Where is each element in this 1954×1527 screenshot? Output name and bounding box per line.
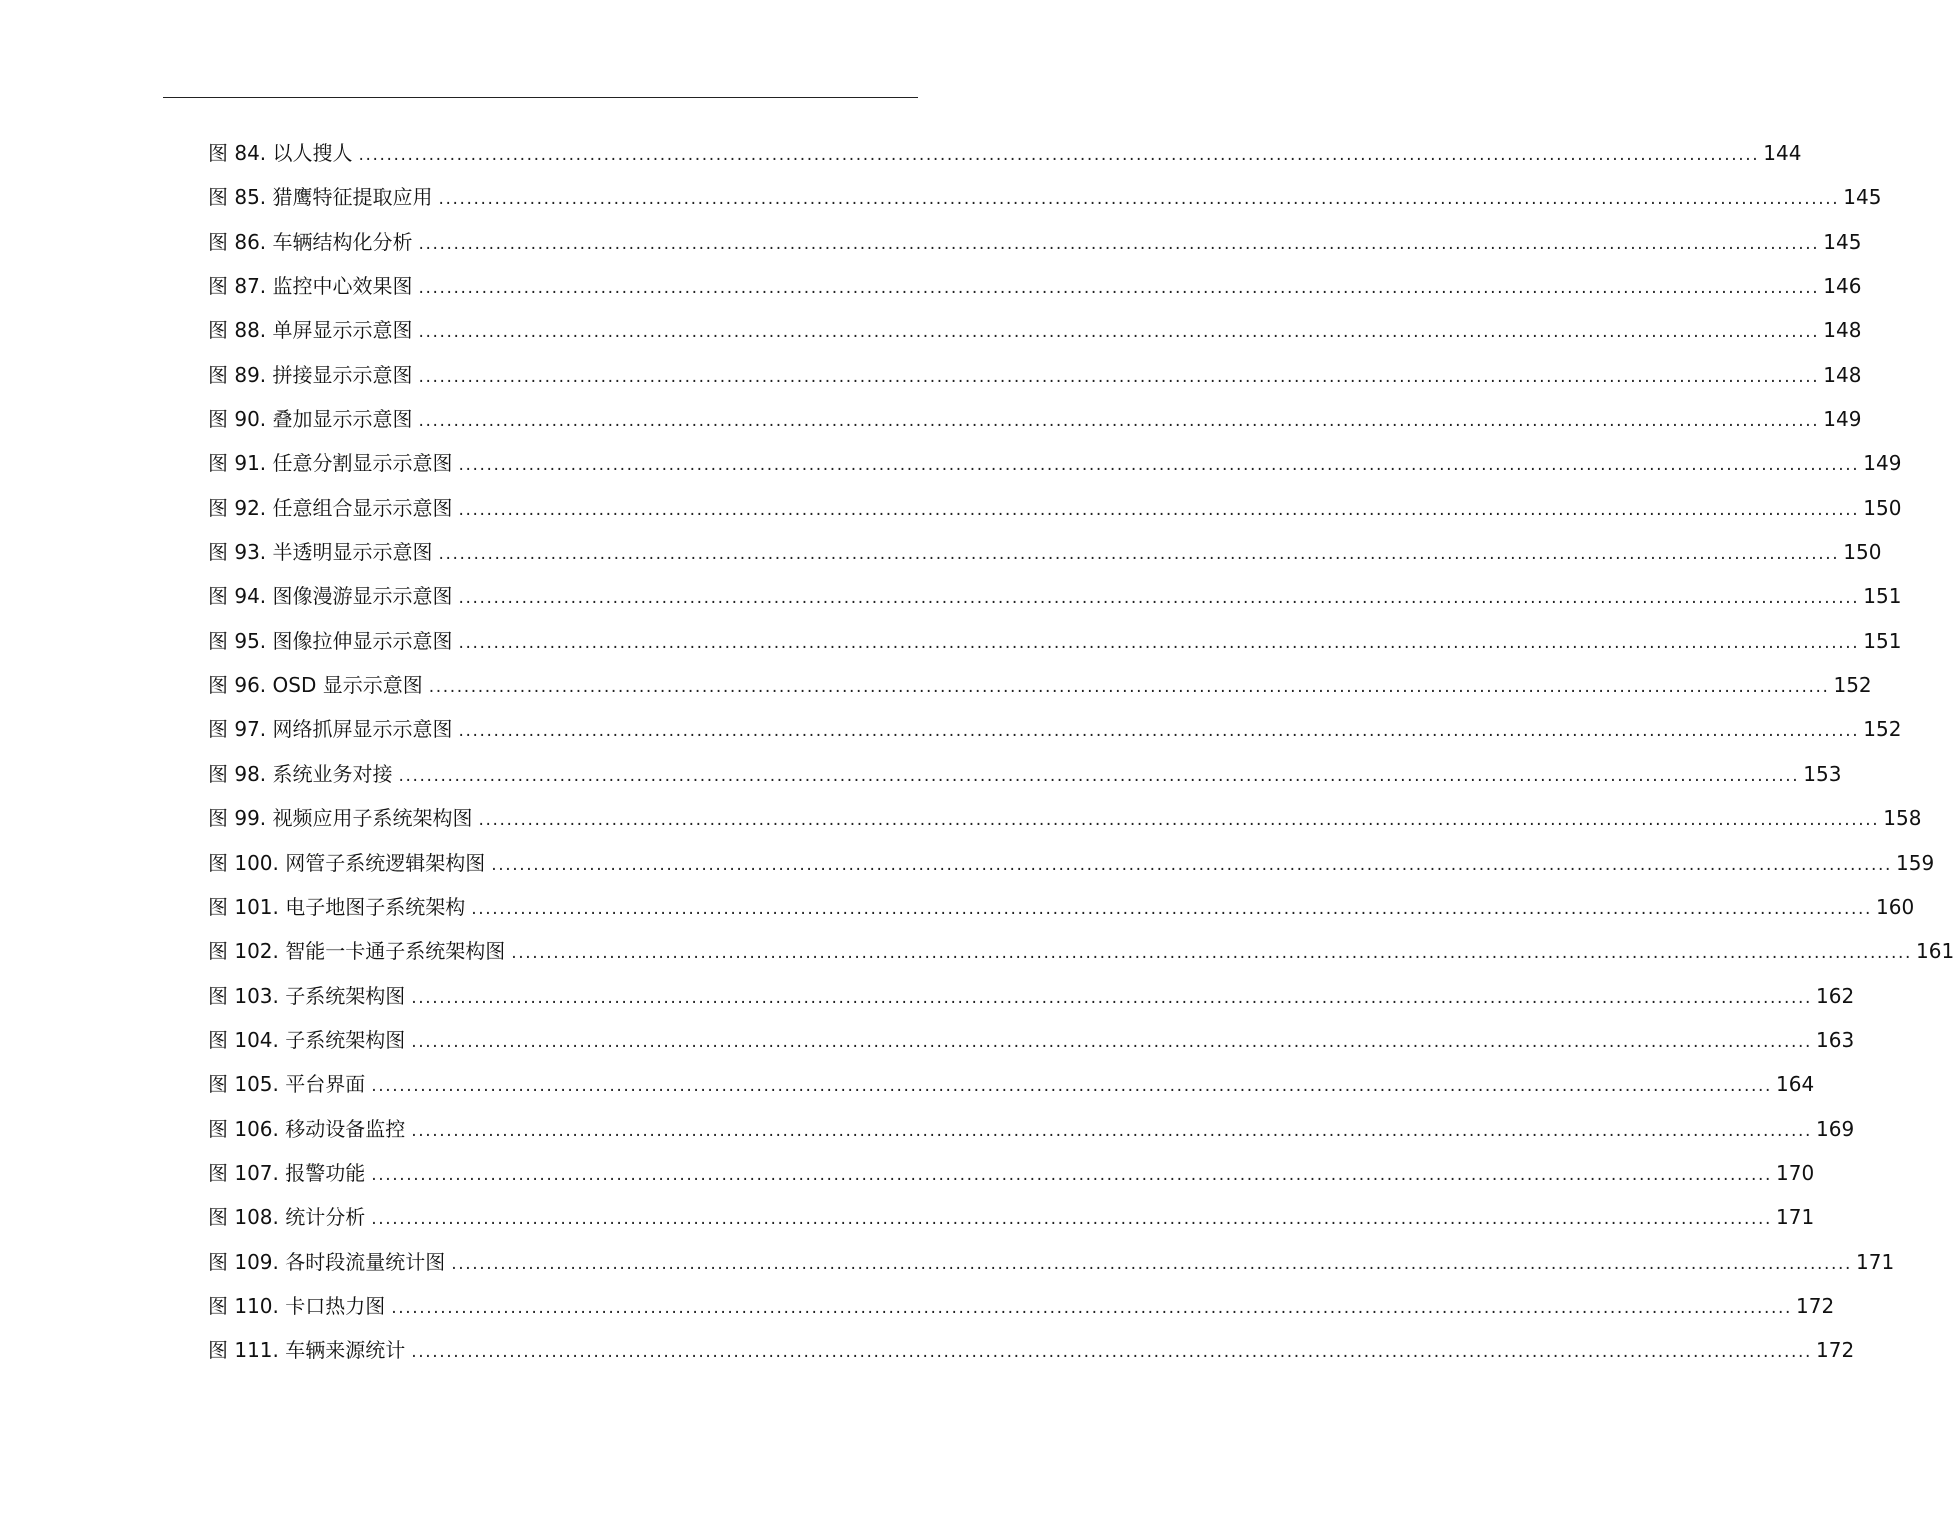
- toc-entry-page-number: 159: [1896, 850, 1935, 875]
- toc-entry-page-number: 149: [1823, 407, 1862, 432]
- toc-dot-leader: ........................................................................................................................................................................................................: [458, 499, 1860, 520]
- toc-entry-label: 图 95. 图像拉伸显示示意图: [208, 628, 453, 653]
- toc-entry-page-number: 148: [1823, 318, 1862, 343]
- toc-dot-leader: ........................................................................................................................................................................................................: [451, 1253, 1853, 1274]
- table-of-figures: [208, 131, 1954, 1373]
- toc-entry[interactable]: [208, 1240, 1895, 1284]
- toc-entry-page-number: 145: [1823, 229, 1862, 254]
- toc-entry[interactable]: [208, 175, 1882, 219]
- toc-entry-page-number: 150: [1843, 540, 1882, 565]
- toc-dot-leader: ........................................................................................................................................................................................................: [418, 411, 1820, 432]
- toc-entry[interactable]: [208, 1151, 1815, 1195]
- toc-entry-page-number: 148: [1823, 362, 1862, 387]
- toc-entry-page-number: 149: [1863, 451, 1902, 476]
- toc-entry-label: 图 96. OSD 显示示意图: [208, 673, 423, 698]
- toc-dot-leader: ........................................................................................................................................................................................................: [371, 1209, 1773, 1230]
- toc-entry[interactable]: [208, 397, 1862, 441]
- toc-entry[interactable]: [208, 885, 1915, 929]
- toc-entry[interactable]: [208, 841, 1935, 885]
- toc-entry-page-number: 170: [1776, 1160, 1815, 1185]
- toc-entry-label: 图 93. 半透明显示示意图: [208, 540, 433, 565]
- toc-entry-page-number: 172: [1816, 1338, 1855, 1363]
- toc-entry-label: 图 87. 监控中心效果图: [208, 274, 413, 299]
- toc-entry[interactable]: [208, 1284, 1835, 1328]
- toc-entry-label: 图 97. 网络抓屏显示示意图: [208, 717, 453, 742]
- toc-entry-label: 图 85. 猎鹰特征提取应用: [208, 185, 433, 210]
- toc-entry-page-number: 152: [1863, 717, 1902, 742]
- toc-entry[interactable]: [208, 1062, 1815, 1106]
- toc-entry[interactable]: [208, 530, 1882, 574]
- toc-entry[interactable]: [208, 264, 1862, 308]
- toc-entry-label: 图 88. 单屏显示示意图: [208, 318, 413, 343]
- toc-dot-leader: ........................................................................................................................................................................................................: [411, 1342, 1813, 1363]
- toc-entry-page-number: 164: [1776, 1072, 1815, 1097]
- toc-entry-label: 图 92. 任意组合显示示意图: [208, 495, 453, 520]
- toc-entry-label: 图 86. 车辆结构化分析: [208, 229, 413, 254]
- toc-entry-page-number: 152: [1833, 673, 1872, 698]
- toc-entry-page-number: 144: [1763, 141, 1802, 165]
- header-rule: [163, 97, 918, 98]
- toc-entry-page-number: 172: [1796, 1293, 1835, 1318]
- toc-entry-page-number: 158: [1883, 806, 1922, 831]
- toc-dot-leader: ........................................................................................................................................................................................................: [458, 721, 1860, 742]
- toc-entry[interactable]: [208, 929, 1954, 973]
- toc-entry-label: 图 98. 系统业务对接: [208, 761, 393, 786]
- toc-entry-page-number: 161: [1916, 939, 1954, 964]
- toc-entry-page-number: 160: [1876, 894, 1915, 919]
- toc-entry-page-number: 171: [1856, 1249, 1895, 1274]
- toc-dot-leader: ........................................................................................................................................................................................................: [418, 322, 1820, 343]
- toc-dot-leader: ........................................................................................................................................................................................................: [491, 854, 1893, 875]
- toc-entry-label: 图 103. 子系统架构图: [208, 983, 406, 1008]
- toc-dot-leader: ........................................................................................................................................................................................................: [418, 278, 1820, 299]
- toc-dot-leader: ........................................................................................................................................................................................................: [411, 987, 1813, 1008]
- toc-dot-leader: ........................................................................................................................................................................................................: [398, 765, 1800, 786]
- toc-entry-label: 图 107. 报警功能: [208, 1160, 366, 1185]
- toc-entry[interactable]: [208, 441, 1902, 485]
- toc-entry-label: 图 102. 智能一卡通子系统架构图: [208, 939, 506, 964]
- toc-entry-page-number: 151: [1863, 584, 1902, 609]
- toc-entry[interactable]: [208, 619, 1902, 663]
- toc-dot-leader: ........................................................................................................................................................................................................: [418, 366, 1820, 387]
- toc-dot-leader: ........................................................................................................................................................................................................: [458, 588, 1860, 609]
- toc-entry[interactable]: [208, 131, 1802, 175]
- toc-entry[interactable]: [208, 1195, 1815, 1239]
- toc-entry-page-number: 171: [1776, 1205, 1815, 1230]
- toc-entry[interactable]: [208, 752, 1842, 796]
- toc-dot-leader: ........................................................................................................................................................................................................: [371, 1076, 1773, 1097]
- toc-entry[interactable]: [208, 574, 1902, 618]
- toc-entry-label: 图 104. 子系统架构图: [208, 1027, 406, 1052]
- toc-dot-leader: ........................................................................................................................................................................................................: [471, 898, 1873, 919]
- toc-entry-label: 图 106. 移动设备监控: [208, 1116, 406, 1141]
- toc-dot-leader: ........................................................................................................................................................................................................: [418, 233, 1820, 254]
- toc-entry-page-number: 162: [1816, 983, 1855, 1008]
- toc-dot-leader: ........................................................................................................................................................................................................: [438, 544, 1840, 565]
- toc-entry[interactable]: [208, 1107, 1855, 1151]
- toc-entry-page-number: 153: [1803, 761, 1842, 786]
- toc-entry-label: 图 101. 电子地图子系统架构: [208, 894, 466, 919]
- toc-entry-label: 图 94. 图像漫游显示示意图: [208, 584, 453, 609]
- toc-entry[interactable]: [208, 707, 1902, 751]
- toc-entry[interactable]: [208, 663, 1872, 707]
- toc-entry-label: 图 111. 车辆来源统计: [208, 1338, 406, 1363]
- toc-entry-label: 图 91. 任意分割显示示意图: [208, 451, 453, 476]
- toc-entry-page-number: 146: [1823, 274, 1862, 299]
- toc-dot-leader: ........................................................................................................................................................................................................: [478, 810, 1880, 831]
- toc-entry-page-number: 163: [1816, 1027, 1855, 1052]
- toc-entry[interactable]: [208, 796, 1922, 840]
- toc-entry-label: 图 100. 网管子系统逻辑架构图: [208, 850, 486, 875]
- toc-entry[interactable]: [208, 1328, 1855, 1372]
- toc-entry[interactable]: [208, 353, 1862, 397]
- toc-entry-label: 图 108. 统计分析: [208, 1205, 366, 1230]
- toc-entry-label: 图 109. 各时段流量统计图: [208, 1249, 446, 1274]
- toc-entry-page-number: 150: [1863, 495, 1902, 520]
- toc-dot-leader: ........................................................................................................................................................................................................: [371, 1164, 1773, 1185]
- toc-entry-page-number: 151: [1863, 628, 1902, 653]
- toc-entry-page-number: 169: [1816, 1116, 1855, 1141]
- toc-entry-page-number: 145: [1843, 185, 1882, 210]
- toc-entry-label: 图 90. 叠加显示示意图: [208, 407, 413, 432]
- toc-dot-leader: ........................................................................................................................................................................................................: [428, 677, 1830, 698]
- toc-entry-label: 图 89. 拼接显示示意图: [208, 362, 413, 387]
- toc-dot-leader: ........................................................................................................................................................................................................: [391, 1297, 1793, 1318]
- toc-dot-leader: ........................................................................................................................................................................................................: [458, 455, 1860, 476]
- toc-entry[interactable]: [208, 974, 1855, 1018]
- toc-entry[interactable]: [208, 220, 1862, 264]
- toc-entry-label: 图 105. 平台界面: [208, 1072, 366, 1097]
- toc-dot-leader: ........................................................................................................................................................................................................: [411, 1120, 1813, 1141]
- toc-dot-leader: ........................................................................................................................................................................................................: [358, 145, 1760, 165]
- toc-entry[interactable]: [208, 308, 1862, 352]
- toc-entry-label: 图 84. 以人搜人: [208, 141, 353, 165]
- toc-entry-label: 图 110. 卡口热力图: [208, 1293, 386, 1318]
- toc-entry[interactable]: [208, 486, 1902, 530]
- toc-dot-leader: ........................................................................................................................................................................................................: [411, 1031, 1813, 1052]
- toc-entry-label: 图 99. 视频应用子系统架构图: [208, 806, 473, 831]
- toc-entry[interactable]: [208, 1018, 1855, 1062]
- toc-dot-leader: ........................................................................................................................................................................................................: [458, 632, 1860, 653]
- toc-dot-leader: ........................................................................................................................................................................................................: [438, 189, 1840, 210]
- toc-dot-leader: ........................................................................................................................................................................................................: [511, 943, 1913, 964]
